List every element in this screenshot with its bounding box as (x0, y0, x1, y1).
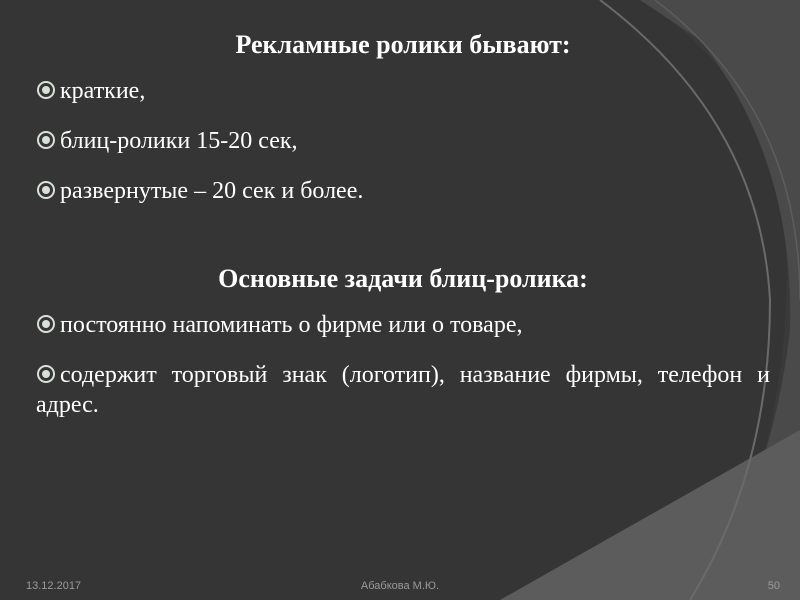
target-bullet-icon (36, 180, 56, 200)
bullet-text: блиц-ролики 15-20 сек, (60, 128, 298, 154)
target-bullet-icon (36, 364, 56, 384)
heading-blitz-tasks: Основные задачи блиц-ролика: (218, 264, 588, 293)
spacer (36, 206, 770, 262)
footer-page-number: 50 (767, 580, 780, 592)
bullet-item-short (36, 76, 770, 106)
slide-content (36, 28, 770, 420)
bullet-item-contains (36, 360, 770, 420)
bullet-text: развернутые – 20 сек и более. (60, 178, 364, 204)
bullet-text: краткие, (60, 78, 146, 104)
bullet-text: содержит торговый знак (логотип), название фирмы, телефон и адрес. (36, 362, 770, 418)
bullet-text: постоянно напоминать о фирме или о товаре, (60, 312, 523, 338)
bullet-item-blitz (36, 126, 770, 156)
target-bullet-icon (36, 80, 56, 100)
bullet-item-remind (36, 310, 770, 340)
bullet-item-extended (36, 176, 770, 206)
footer-date: 13.12.2017 (26, 580, 82, 592)
footer-author: Абабкова М.Ю. (360, 580, 440, 592)
target-bullet-icon (36, 314, 56, 334)
target-bullet-icon (36, 130, 56, 150)
heading-ad-types: Рекламные ролики бывают: (235, 30, 571, 59)
